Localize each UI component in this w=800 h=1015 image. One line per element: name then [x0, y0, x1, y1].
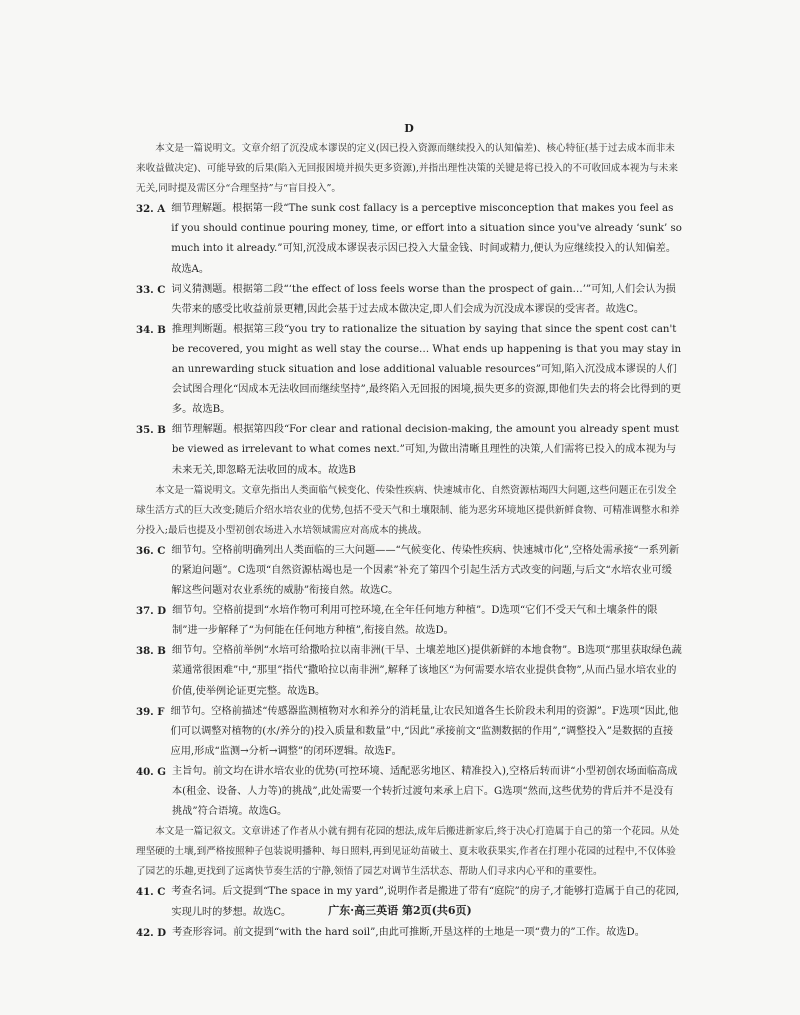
answer-item-40: [136, 762, 682, 822]
answer-explanation: 考查名词。后文提到“The space in my yard”,说明作者是搬进了带有“庭院”的房子,才能够打造属于自己的花园,实现儿时的梦想。故选C。: [171, 886, 680, 918]
answer-item-42: [136, 923, 682, 943]
answer-explanation: 推理判断题。根据第三段“you try to rationalize the situation by saying that since the spent cost can't be recovered, you might as well stay the course… What ends up happening is that you may stay in an unrewarding stuck situation and lose additional valuable resources”可知,陷入沉没成本谬误的人们会试图合理化“因成本无法收回而继续坚持”,最终陷入无回报的困境,损失更多的资源,即他们失去的将会比得到的更多。故选B。: [171, 323, 682, 416]
answer-number: 36. C: [136, 544, 166, 557]
answer-number: 40. G: [136, 765, 166, 778]
answer-explanation: 词义猜测题。根据第二段“‘the effect of loss feels worse than the prospect of gain…’”可知,人们会认为损失带来的感受比收益前景更糟,因此会基于过去成本做决定,即人们会成为沉没成本谬误的受害者。故选C。: [171, 283, 676, 315]
answer-number: 39. F: [136, 705, 165, 718]
answer-item-34: [136, 320, 682, 420]
answer-number: 37. D: [136, 605, 167, 618]
answer-item-39: [136, 702, 682, 762]
passage-e-summary: 本文是一篇说明文。文章先指出人类面临气候变化、传染性疾病、快速城市化、自然资源枯竭四大问题,这些问题正在引发全球生活方式的巨大改变;随后介绍水培农业的优势,包括不受天气和土壤限制、能为恶劣环境地区提供新鲜食物、可精准调整水和养分投入;最后也提及小型初创农场进入水培领域需应对高成本的挑战。: [136, 484, 680, 536]
answer-item-36: [136, 541, 682, 601]
answer-explanation: 细节句。空格前描述“传感器监测植物对水和养分的消耗量,让农民知道各生长阶段未利用的资源”。F选项“因此,他们可以调整对植物的(水/养分的)投入质量和数量”中,“因此”承接前文“监测数据的作用”,“调整投入”是数据的直接应用,形成“监测→分析→调整”的闭环逻辑。故选F。: [170, 705, 679, 757]
answer-explanation: 细节理解题。根据第一段“The sunk cost fallacy is a perceptive misconception that makes you feel as if you should continue pouring money, time, or effort into a situation since you've already ‘sunk’ so much into it already.”可知,沉没成本谬误表示因已投入大量金钱、时间或精力,便认为应继续投入的认知偏差。故选A。: [171, 203, 682, 275]
page-content: [136, 121, 682, 943]
answer-number: 34. B: [136, 323, 166, 336]
answer-explanation: 主旨句。前文均在讲水培农业的优势(可控环境、适配恶劣地区、精准投入),空格后转而讲“小型初创农场面临高成本(租金、设备、人力等)的挑战”,此处需要一个转折过渡句来承上启下。G选项“然而,这些优势的背后并不是没有挑战”符合语境。故选G。: [171, 765, 678, 818]
answer-number: 35. B: [136, 424, 166, 437]
answer-explanation: 细节理解题。根据第四段“For clear and rational decision-making, the amount you already spent must be viewed as irrelevant to what comes next.”可知,为做出清晰且理性的决策,人们需将已投入的成本视为与未来无关,即忽略无法收回的成本。故选B: [171, 424, 679, 476]
answer-number: 33. C: [136, 283, 166, 296]
answer-explanation: 考查形容词。前文提到“with the hard soil”,由此可推断,开垦这样的土地是一项“费力的”工作。故选D。: [172, 926, 645, 938]
answer-number: 41. C: [136, 886, 166, 899]
answer-item-32: [136, 199, 682, 279]
answer-number: 38. B: [136, 645, 166, 658]
answer-item-33: [136, 280, 682, 320]
passage-f-summary: 本文是一篇记叙文。文章讲述了作者从小就有拥有花园的想法,成年后搬进新家后,终于决心打造属于自己的第一个花园。从处理坚硬的土壤,到严格按照种子包装说明播种、每日照料,再到见证幼苗破土、夏末收获果实,作者在打理小花园的过程中,不仅体验了园艺的乐趣,更找到了远离快节奏生活的宁静,领悟了园艺对调节生活状态、帮助人们寻求内心平和的重要性。: [136, 826, 680, 878]
answer-explanation: 细节句。空格前提到“水培作物可利用可控环境,在全年任何地方种植”。D选项“它们不受天气和土壤条件的限制”进一步解释了“为何能在任何地方种植”,衔接自然。故选D。: [172, 605, 658, 637]
passage-d-summary: 本文是一篇说明文。文章介绍了沉没成本谬误的定义(因已投入资源而继续投入的认知偏差)、核心特征(基于过去成本而非未来收益做决定)、可能导致的后果(陷入无回报困境并损失更多资源),并指出理性决策的关键是将已投入的不可收回成本视为与未来无关,同时提及需区分“合理坚持”与“盲目投入”。: [136, 143, 678, 195]
answer-item-38: [136, 641, 682, 701]
answer-item-37: [136, 601, 682, 641]
answer-number: 32. A: [136, 203, 166, 216]
answer-explanation: 细节句。空格前举例“水培可给撒哈拉以南非洲(干旱、土壤差地区)提供新鲜的本地食物”。B选项“那里获取绿色蔬菜通常很困难”中,“那里”指代“撒哈拉以南非洲”,解释了该地区“为何需要水培农业提供食物”,从而凸显水培农业的价值,使举例论证更完整。故选B。: [171, 645, 682, 697]
page-footer: 广东·高三英语 第2页(共6页): [328, 904, 472, 917]
answer-number: 42. D: [136, 926, 167, 939]
answer-item-35: [136, 420, 682, 480]
answer-explanation: 细节句。空格前明确列出人类面临的三大问题——“气候变化、传染性疾病、快速城市化”,空格处需承接“一系列新的紧迫问题”。C选项“自然资源枯竭也是一个因素”补充了第四个引起生活方式改变的问题,与后文“水培农业可缓解这些问题对农业系统的威胁”衔接自然。故选C。: [171, 544, 680, 597]
section-title: D: [404, 122, 414, 135]
